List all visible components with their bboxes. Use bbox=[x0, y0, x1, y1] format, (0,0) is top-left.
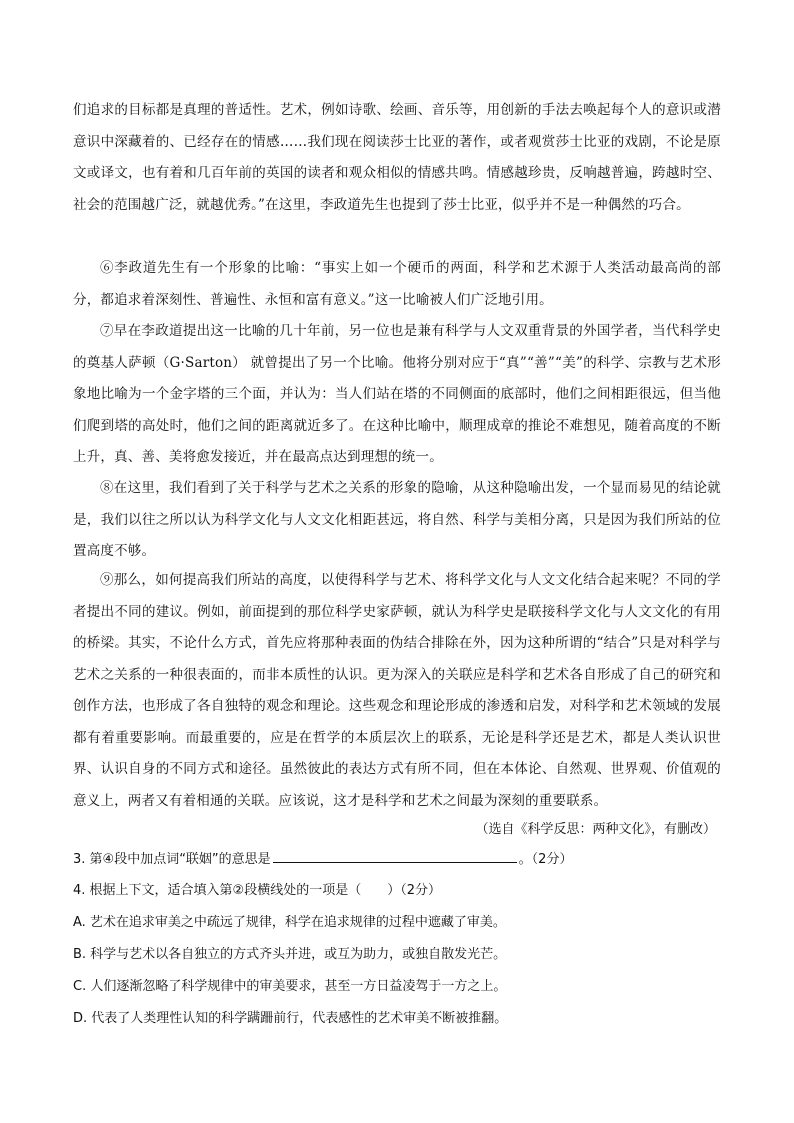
question-4: 4. 根据上下文，适合填入第②段横线处的一项是（ ）（2分） bbox=[73, 883, 441, 898]
passage-source: （选自《科学反思：两种文化》，有删改） bbox=[475, 822, 716, 837]
passage-paragraph-6: ⑥李政道先生有一个形象的比喻：“事实上如一个硬币的两面，科学和艺术源于人类活动最高尚的部分，都追求着深刻性、普遍性、永恒和富有意义。”这一比喻被人们广泛地引用。 bbox=[73, 260, 721, 308]
passage-paragraph-9: ⑨那么，如何提高我们所站的高度，以使得科学与艺术、将科学文化与人文文化结合起来呢？不同的学者提出不同的建议。例如，前面提到的那位科学史家萨顿，就认为科学史是联接科学文化与人文文化的有用的桥梁。其实，不论什么方式，首先应将那种表面的伪结合排除在外，因为这种所谓的“结合”只是对科学与艺术之关系的一种很表面的，而非本质性的认识。更为深入的关联应是科学和艺术各自形成了自己的研究和创作方法，也形成了各自独特的观念和理论。这些观念和理论形成的渗透和启发，对科学和艺术领域的发展都有着重要影响。而最重要的，应是在哲学的本质层次上的联系，无论是科学还是艺术，都是人类认识世界、认识自身的不同方式和途径。虽然彼此的表达方式有所不同，但在本体论、自然观、世界观、价值观的意义上，两者又有着相通的关联。应该说，这才是科学和艺术之间最为深刻的重要联系。 bbox=[73, 572, 721, 809]
option-b: B. 科学与艺术以各自独立的方式齐头并进，或互为助力，或独自散发光芒。 bbox=[73, 947, 507, 962]
question-3-prefix: 3. 第④段中加点词“联姻”的意思是 bbox=[73, 852, 271, 867]
answer-blank[interactable] bbox=[273, 848, 517, 863]
question-3 bbox=[73, 848, 572, 871]
question-3-suffix: 。（2分） bbox=[518, 852, 573, 867]
option-a: A. 艺术在追求审美之中疏远了规律，科学在追求规律的过程中遮藏了审美。 bbox=[73, 915, 506, 930]
passage-paragraph-7: ⑦早在李政道提出这一比喻的几十年前，另一位也是兼有科学与人文双重背景的外国学者，当代科学史的奠基人萨顿（G·Sarton） 就曾提出了另一个比喻。他将分别对应于“真”“善”“美”的科学、宗教与艺术形象地比喻为一个金字塔的三个面，并认为：当人们站在塔的不同侧面的底部时，他们之间相距很远，但当他们爬到塔的高处时，他们之间的距离就近多了。在这种比喻中，顺理成章的推论不难想见，随着高度的不断上升，真、善、美将愈发接近，并在最高点达到理想的统一。 bbox=[73, 323, 721, 465]
passage-paragraph-continued: 们追求的目标都是真理的普适性。艺术，例如诗歌、绘画、音乐等，用创新的手法去唤起每个人的意识或潜意识中深藏着的、已经存在的情感……我们现在阅读莎士比亚的著作，或者观赏莎士比亚的戏剧，不论是原文或译文，也有着和几百年前的英国的读者和观众相似的情感共鸣。情感越珍贵，反响越普遍，跨越时空、社会的范围越广泛，就越优秀。”在这里，李政道先生也提到了莎士比亚，似乎并不是一种偶然的巧合。 bbox=[73, 102, 721, 213]
option-c: C. 人们逐渐忽略了科学规律中的审美要求，甚至一方日益凌驾于一方之上。 bbox=[73, 979, 507, 994]
option-d: D. 代表了人类理性认知的科学蹒跚前行，代表感性的艺术审美不断被推翻。 bbox=[73, 1011, 508, 1026]
passage-paragraph-8: ⑧在这里，我们看到了关于科学与艺术之关系的形象的隐喻，从这种隐喻出发，一个显而易见的结论就是，我们以往之所以认为科学文化与人文文化相距甚远，将自然、科学与美相分离，只是因为我们所站的位置高度不够。 bbox=[73, 480, 721, 559]
